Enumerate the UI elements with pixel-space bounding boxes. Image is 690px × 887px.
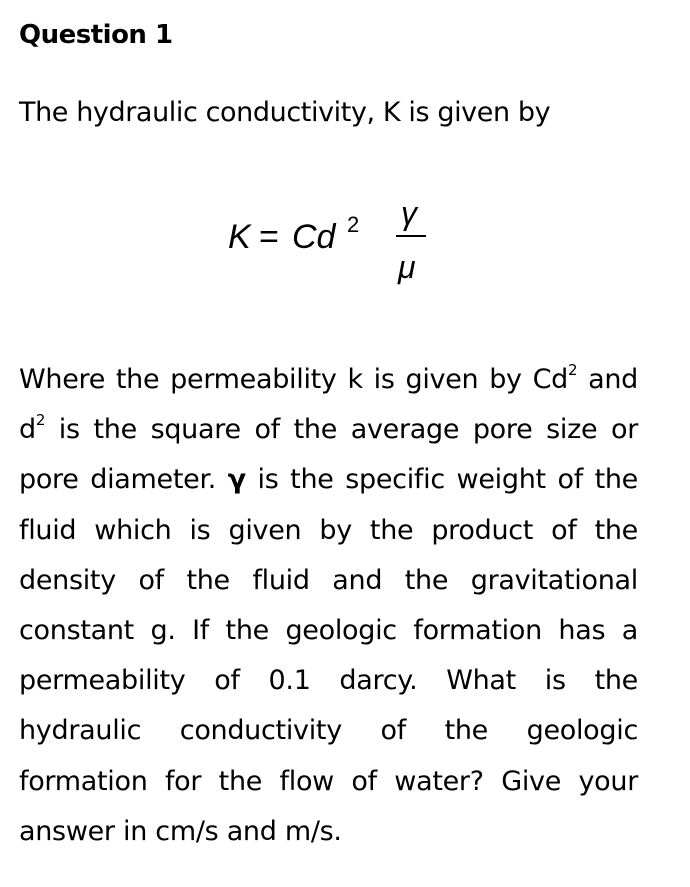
formula-lhs: K [228, 218, 251, 256]
formula-exponent: 2 [347, 212, 360, 237]
question-body [19, 355, 638, 857]
body-part-4: is the specific weight of the fluid which is given by the product of the density of the fluid and the gravitational constant g. If the geologic formation has a permeability of 0.1 darcy. What is the hydraulic conductivity of the geologic formation for the flow of water? Give your answer in cm/s and m/s. [19, 464, 638, 847]
formula-denominator: μ [398, 249, 416, 285]
formula-equals: = [259, 218, 279, 256]
body-part-1: Where the permeability k is given by Cd [19, 364, 568, 395]
question-title: Question 1 [19, 20, 173, 50]
formula-numerator: γ [401, 195, 417, 231]
hydraulic-conductivity-formula [226, 186, 466, 296]
intro-text: The hydraulic conductivity, K is given by [19, 97, 551, 128]
body-part-3: is the square of the average pore size or pore diameter. [19, 414, 638, 496]
body-gamma-symbol: γ [227, 464, 246, 496]
body-superscript-1: 2 [567, 361, 578, 379]
body-superscript-2: 2 [35, 411, 46, 430]
formula-coefficient: Cd [292, 218, 336, 256]
body-part-2: and d [19, 364, 638, 446]
